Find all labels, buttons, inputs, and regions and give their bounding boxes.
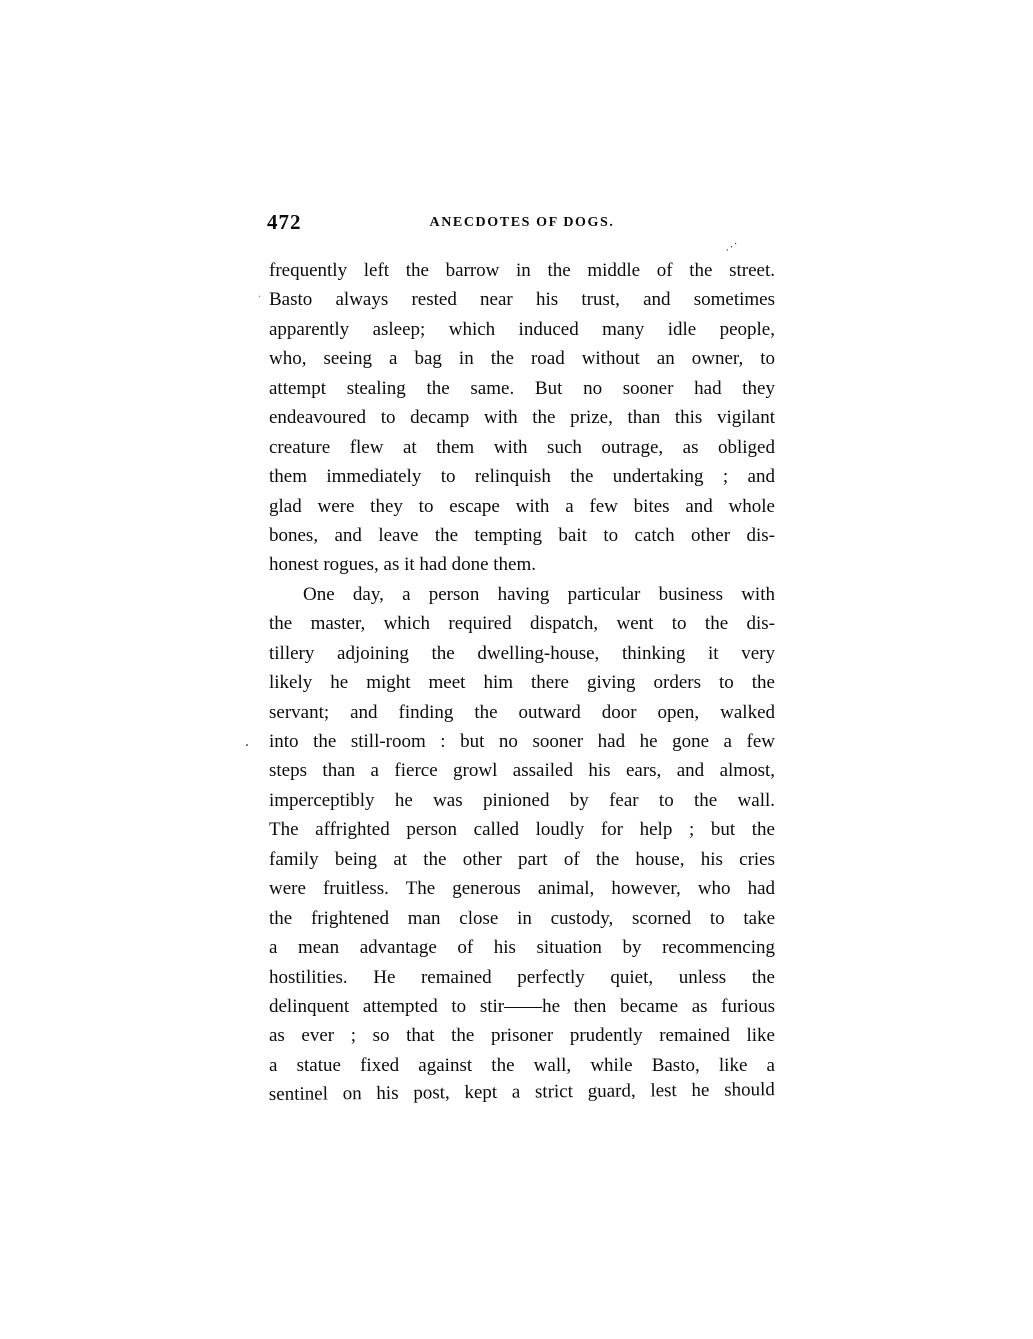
text-line: glad were they to escape with a few bites and whole bbox=[269, 495, 775, 517]
text-line: who, seeing a bag in the road without an owner, to bbox=[269, 348, 775, 370]
text-line: a statue fixed against the wall, while Basto, like a bbox=[269, 1054, 775, 1076]
text-line: bones, and leave the tempting bait to catch other dis- bbox=[269, 524, 775, 546]
text-line: imperceptibly he was pinioned by fear to the wall. bbox=[269, 789, 775, 811]
text-line: the master, which required dispatch, went to the dis- bbox=[269, 613, 775, 635]
text-line: One day, a person having particular business with bbox=[303, 583, 775, 605]
text-line: the frightened man close in custody, scorned to take bbox=[269, 907, 775, 929]
text-line: likely he might meet him there giving orders to the bbox=[269, 672, 775, 694]
text-line: sentinel on his post, kept a strict guard, lest he should bbox=[268, 1079, 775, 1106]
text-line: honest rogues, as it had done them. bbox=[269, 554, 537, 576]
text-line: frequently left the barrow in the middle of the street. bbox=[269, 260, 775, 281]
text-line: Basto always rested near his trust, and sometimes bbox=[269, 289, 775, 311]
text-line: The affrighted person called loudly for help ; but the bbox=[269, 819, 775, 841]
text-line: hostilities. He remained perfectly quiet, unless the bbox=[269, 966, 775, 988]
text-line: servant; and finding the outward door open, walked bbox=[269, 701, 775, 723]
text-line: endeavoured to decamp with the prize, than this vigilant bbox=[269, 407, 775, 429]
running-title: ANECDOTES OF DOGS. bbox=[429, 215, 615, 230]
text-line: delinquent attempted to stir——he then became as furious bbox=[269, 995, 775, 1017]
text-line: them immediately to relinquish the undertaking ; and bbox=[269, 466, 775, 488]
text-line: were fruitless. The generous animal, however, who had bbox=[269, 878, 775, 900]
text-line: creature flew at them with such outrage, as obliged bbox=[269, 436, 775, 458]
text-line: as ever ; so that the prisoner prudently remained like bbox=[269, 1025, 775, 1047]
text-line: steps than a fierce growl assailed his ears, and almost, bbox=[269, 760, 775, 782]
stray-dot-artifact: . bbox=[258, 286, 261, 300]
text-line: into the still-room : but no sooner had he gone a few bbox=[269, 731, 775, 752]
stray-dot-artifact: . bbox=[245, 733, 249, 750]
ink-smudge-artifact: ⋰ bbox=[725, 240, 736, 254]
text-line: tillery adjoining the dwelling-house, thinking it very bbox=[269, 642, 775, 664]
text-line: apparently asleep; which induced many idle people, bbox=[269, 318, 775, 340]
text-line: attempt stealing the same. But no sooner had they bbox=[269, 377, 775, 399]
page-number: 472 bbox=[267, 210, 302, 234]
body-text bbox=[269, 256, 775, 1110]
text-line: a mean advantage of his situation by recommencing bbox=[269, 937, 775, 959]
text-line: family being at the other part of the house, his cries bbox=[269, 848, 775, 870]
